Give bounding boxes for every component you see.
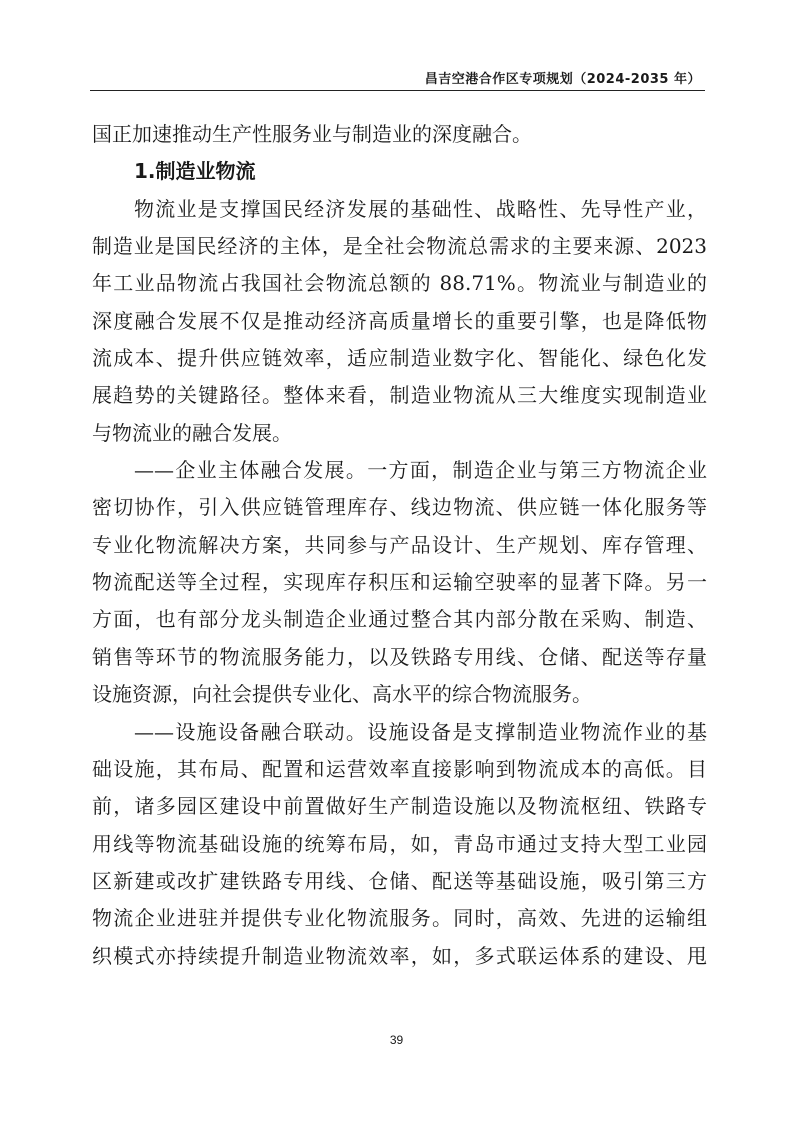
page-body: [92, 116, 707, 975]
text-line: 方面，也有部分龙头制造企业通过整合其内部分散在采购、制造、: [92, 607, 707, 632]
text-line: 密切协作，引入供应链管理库存、线边物流、供应链一体化服务等: [92, 495, 707, 520]
text-line: 制造业是国民经济的主体，是全社会物流总需求的主要来源、2023: [92, 234, 707, 259]
text-line: 国正加速推动生产性服务业与制造业的深度融合。: [92, 122, 532, 146]
text-line: 流成本、提升供应链效率，适应制造业数字化、智能化、绿色化发: [92, 346, 707, 371]
text-line: ——企业主体融合发展。一方面，制造企业与第三方物流企业: [134, 458, 707, 483]
running-header: [90, 68, 705, 91]
text-line: ——设施设备融合联动。设施设备是支撑制造业物流作业的基: [134, 719, 707, 744]
text-line: 专业化物流解决方案，共同参与产品设计、生产规划、库存管理、: [92, 532, 707, 557]
text-line: 用线等物流基础设施的统筹布局，如，青岛市通过支持大型工业园: [92, 831, 707, 856]
text-line: 物流企业进驻并提供专业化物流服务。同时，高效、先进的运输组: [92, 906, 707, 931]
text-line: 前，诸多园区建设中前置做好生产制造设施以及物流枢纽、铁路专: [92, 794, 707, 819]
document-title: 昌吉空港合作区专项规划（2024-2035 年）: [424, 72, 701, 87]
text-line: 与物流业的融合发展。: [92, 420, 292, 445]
text-line: 区新建或改扩建铁路专用线、仓储、配送等基础设施，吸引第三方: [92, 868, 707, 893]
text-line: 设施资源，向社会提供专业化、高水平的综合物流服务。: [92, 682, 592, 707]
text-line: 销售等环节的物流服务能力，以及铁路专用线、仓储、配送等存量: [92, 644, 707, 669]
text-line: 展趋势的关键路径。整体来看，制造业物流从三大维度实现制造业: [92, 383, 707, 408]
page-number: 39: [389, 1033, 404, 1047]
section-heading: 1.制造业物流: [134, 159, 256, 184]
text-line: 物流业是支撑国民经济发展的基础性、战略性、先导性产业，: [134, 196, 707, 221]
text-line: 物流配送等全过程，实现库存积压和运输空驶率的显著下降。另一: [92, 570, 707, 595]
text-line: 年工业品物流占我国社会物流总额的 88.71%。物流业与制造业的: [92, 271, 707, 296]
text-line: 织模式亦持续提升制造业物流效率，如，多式联运体系的建设、甩: [92, 943, 707, 968]
text-line: 深度融合发展不仅是推动经济高质量增长的重要引擎，也是降低物: [92, 308, 707, 333]
text-line: 础设施，其布局、配置和运营效率直接影响到物流成本的高低。目: [92, 756, 707, 781]
